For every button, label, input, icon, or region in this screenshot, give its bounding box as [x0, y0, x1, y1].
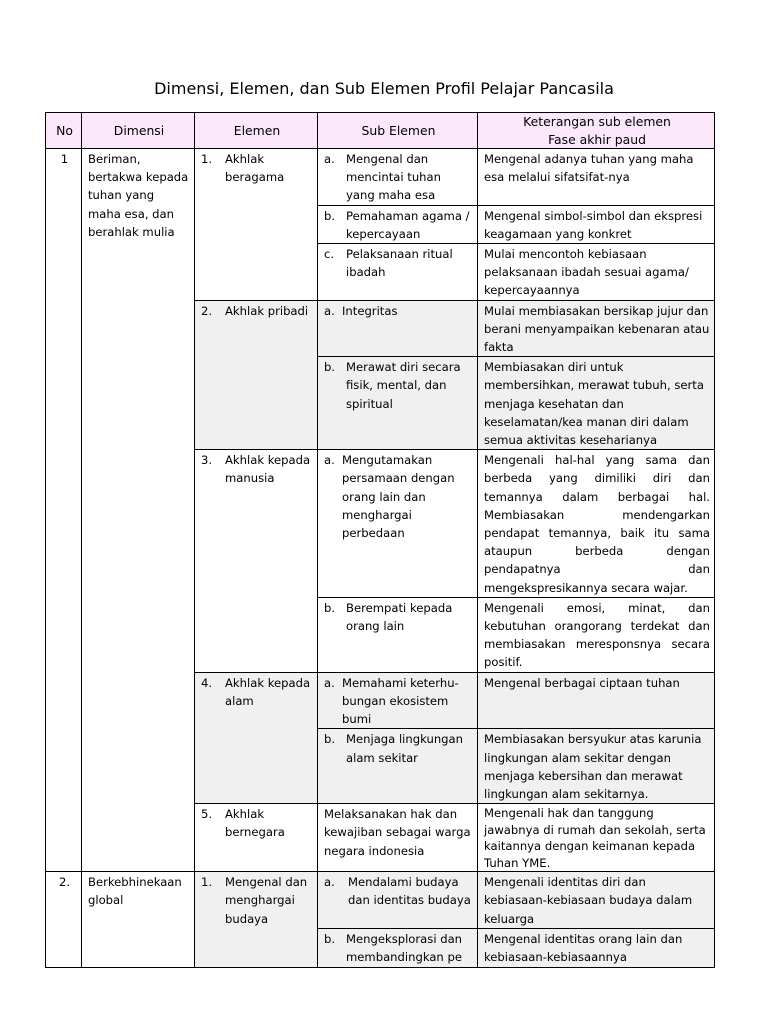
sub-element-cell	[318, 205, 478, 243]
element-cell	[195, 149, 318, 301]
dimension-name: Beriman, bertakwa kepada tuhan yang maha esa, dan berahlak mulia	[82, 149, 195, 872]
sub-element-marker: a.	[324, 152, 335, 166]
sub-element-text: Mendalami budaya dan identitas budaya	[348, 875, 471, 908]
sub-element-marker: a.	[324, 303, 335, 318]
header-no: No	[46, 113, 82, 149]
sub-element-marker: c.	[324, 247, 335, 262]
sub-element-description: Mengenali emosi, minat, dan kebutuhan orangorang terdekat dan membiasakan meresponsnya secara positif.	[478, 597, 715, 672]
sub-element-cell	[318, 149, 478, 206]
sub-element-marker: a.	[324, 453, 335, 468]
dimension-name: Berkebhinekaan global	[82, 872, 195, 967]
sub-element-text: Menjaga lingkungan alam sekitar	[346, 732, 463, 765]
sub-element-text: Pelaksanaan ritual ibadah	[346, 247, 453, 280]
sub-element-marker: a.	[324, 875, 335, 890]
element-cell	[195, 300, 318, 450]
sub-element-description: Mengenali hal-hal yang sama dan berbeda yang dimiliki diri dan temannya dalam berbagai hal. Membiasakan mendengarkan pendapat temannya, baik itu sama ataupun berbeda dengan pendapatnya dan mengekspresikannya secara wajar.	[478, 450, 715, 598]
sub-element-cell	[318, 244, 478, 301]
sub-element-description: Mengenal simbol-simbol dan ekspresi keagamaan yang konkret	[478, 205, 715, 243]
sub-element-description: Mulai membiasakan bersikap jujur dan berani menyampaikan kebenaran atau fakta	[478, 300, 715, 357]
sub-element-text: Mengutamakan persamaan dengan orang lain dan menghargai perbedaan	[342, 453, 455, 541]
table-row	[46, 149, 715, 206]
element-marker: 5.	[201, 807, 213, 822]
sub-element-cell	[318, 597, 478, 672]
element-name: Akhlak beragama	[225, 152, 285, 185]
sub-element-cell	[318, 929, 478, 967]
sub-element-text: Pemahaman agama / kepercayaan	[346, 208, 470, 241]
sub-element-description: Mengenali identitas diri dan kebiasaan-kebiasaan budaya dalam keluarga	[478, 872, 715, 929]
element-name: Akhlak kepada alam	[225, 675, 311, 708]
sub-element-cell	[318, 300, 478, 357]
header-elemen: Elemen	[195, 113, 318, 149]
element-name: Akhlak kepada manusia	[225, 453, 311, 486]
element-cell	[195, 804, 318, 872]
sub-element-description: Mulai mencontoh kebiasaan pelaksanaan ibadah sesuai agama/ kepercayaannya	[478, 244, 715, 301]
sub-element-text: Integritas	[342, 303, 398, 318]
sub-element-cell	[318, 357, 478, 450]
element-name: Akhlak pribadi	[225, 303, 309, 318]
element-marker: 2.	[201, 303, 213, 318]
dimension-number: 1	[46, 149, 82, 872]
element-cell	[195, 450, 318, 672]
element-cell	[195, 872, 318, 967]
sub-element-description: Mengenal adanya tuhan yang maha esa melalui sifatsifat-nya	[478, 149, 715, 206]
header-keterangan-line1: Keterangan sub elemen	[523, 114, 671, 129]
page-title: Dimensi, Elemen, dan Sub Elemen Profil Pelajar Pancasila	[154, 79, 614, 98]
dimension-number: 2.	[46, 872, 82, 967]
element-name: Akhlak bernegara	[225, 807, 285, 840]
sub-element-text: Merawat diri secara fisik, mental, dan spiritual	[346, 360, 461, 411]
sub-element-text: Mengenal dan mencintai tuhan yang maha esa	[346, 152, 441, 203]
sub-element-description: Mengenali hak dan tanggung jawabnya di rumah dan sekolah, serta kaitannya dengan keimanan kepada Tuhan YME.	[478, 804, 715, 872]
element-cell	[195, 672, 318, 803]
element-marker: 4.	[201, 675, 213, 690]
sub-element-description: Membiasakan diri untuk membersihkan, merawat tubuh, serta menjaga kesehatan dan keselamatan/kea manan diri dalam semua aktivitas keseharianya	[478, 357, 715, 450]
sub-element-text: Berempati kepada orang lain	[346, 600, 453, 634]
table-row	[46, 872, 715, 929]
sub-element-marker: b.	[324, 600, 336, 615]
sub-element-cell	[318, 450, 478, 598]
sub-element-marker: b.	[324, 932, 336, 947]
element-name: Mengenal dan menghargai budaya	[225, 875, 308, 926]
element-marker: 1.	[201, 875, 213, 890]
sub-element-marker: b.	[324, 208, 336, 223]
header-keterangan-line2: Fase akhir paud	[548, 131, 646, 147]
sub-element-marker: b.	[324, 360, 336, 375]
sub-element-text: Mengeksplorasi dan membandingkan pe	[346, 932, 463, 965]
sub-element-cell	[318, 672, 478, 729]
sub-element-marker: a.	[324, 675, 335, 690]
header-keterangan	[478, 113, 715, 149]
header-dimensi: Dimensi	[82, 113, 195, 149]
sub-element-description: Mengenal berbagai ciptaan tuhan	[478, 672, 715, 729]
table-header-row	[46, 113, 715, 149]
element-marker: 1.	[201, 152, 213, 166]
sub-element-description: Membiasakan bersyukur atas karunia lingkungan alam sekitar dengan menjaga kebersihan dan merawat lingkungan alam sekitarnya.	[478, 729, 715, 804]
sub-element-description: Mengenal identitas orang lain dan kebiasaan-kebiasaannya	[478, 929, 715, 967]
header-sub-elemen: Sub Elemen	[318, 113, 478, 149]
sub-element-cell	[318, 804, 478, 872]
sub-element-marker: b.	[324, 732, 336, 747]
sub-element-cell	[318, 872, 478, 929]
sub-element-cell	[318, 729, 478, 804]
element-marker: 3.	[201, 453, 213, 468]
sub-element-text: Melaksanakan hak dan kewajiban sebagai warga negara indonesia	[324, 807, 471, 858]
sub-element-text: Memahami keterhu-bungan ekosistem bumi	[342, 675, 459, 727]
profile-table	[45, 112, 715, 968]
